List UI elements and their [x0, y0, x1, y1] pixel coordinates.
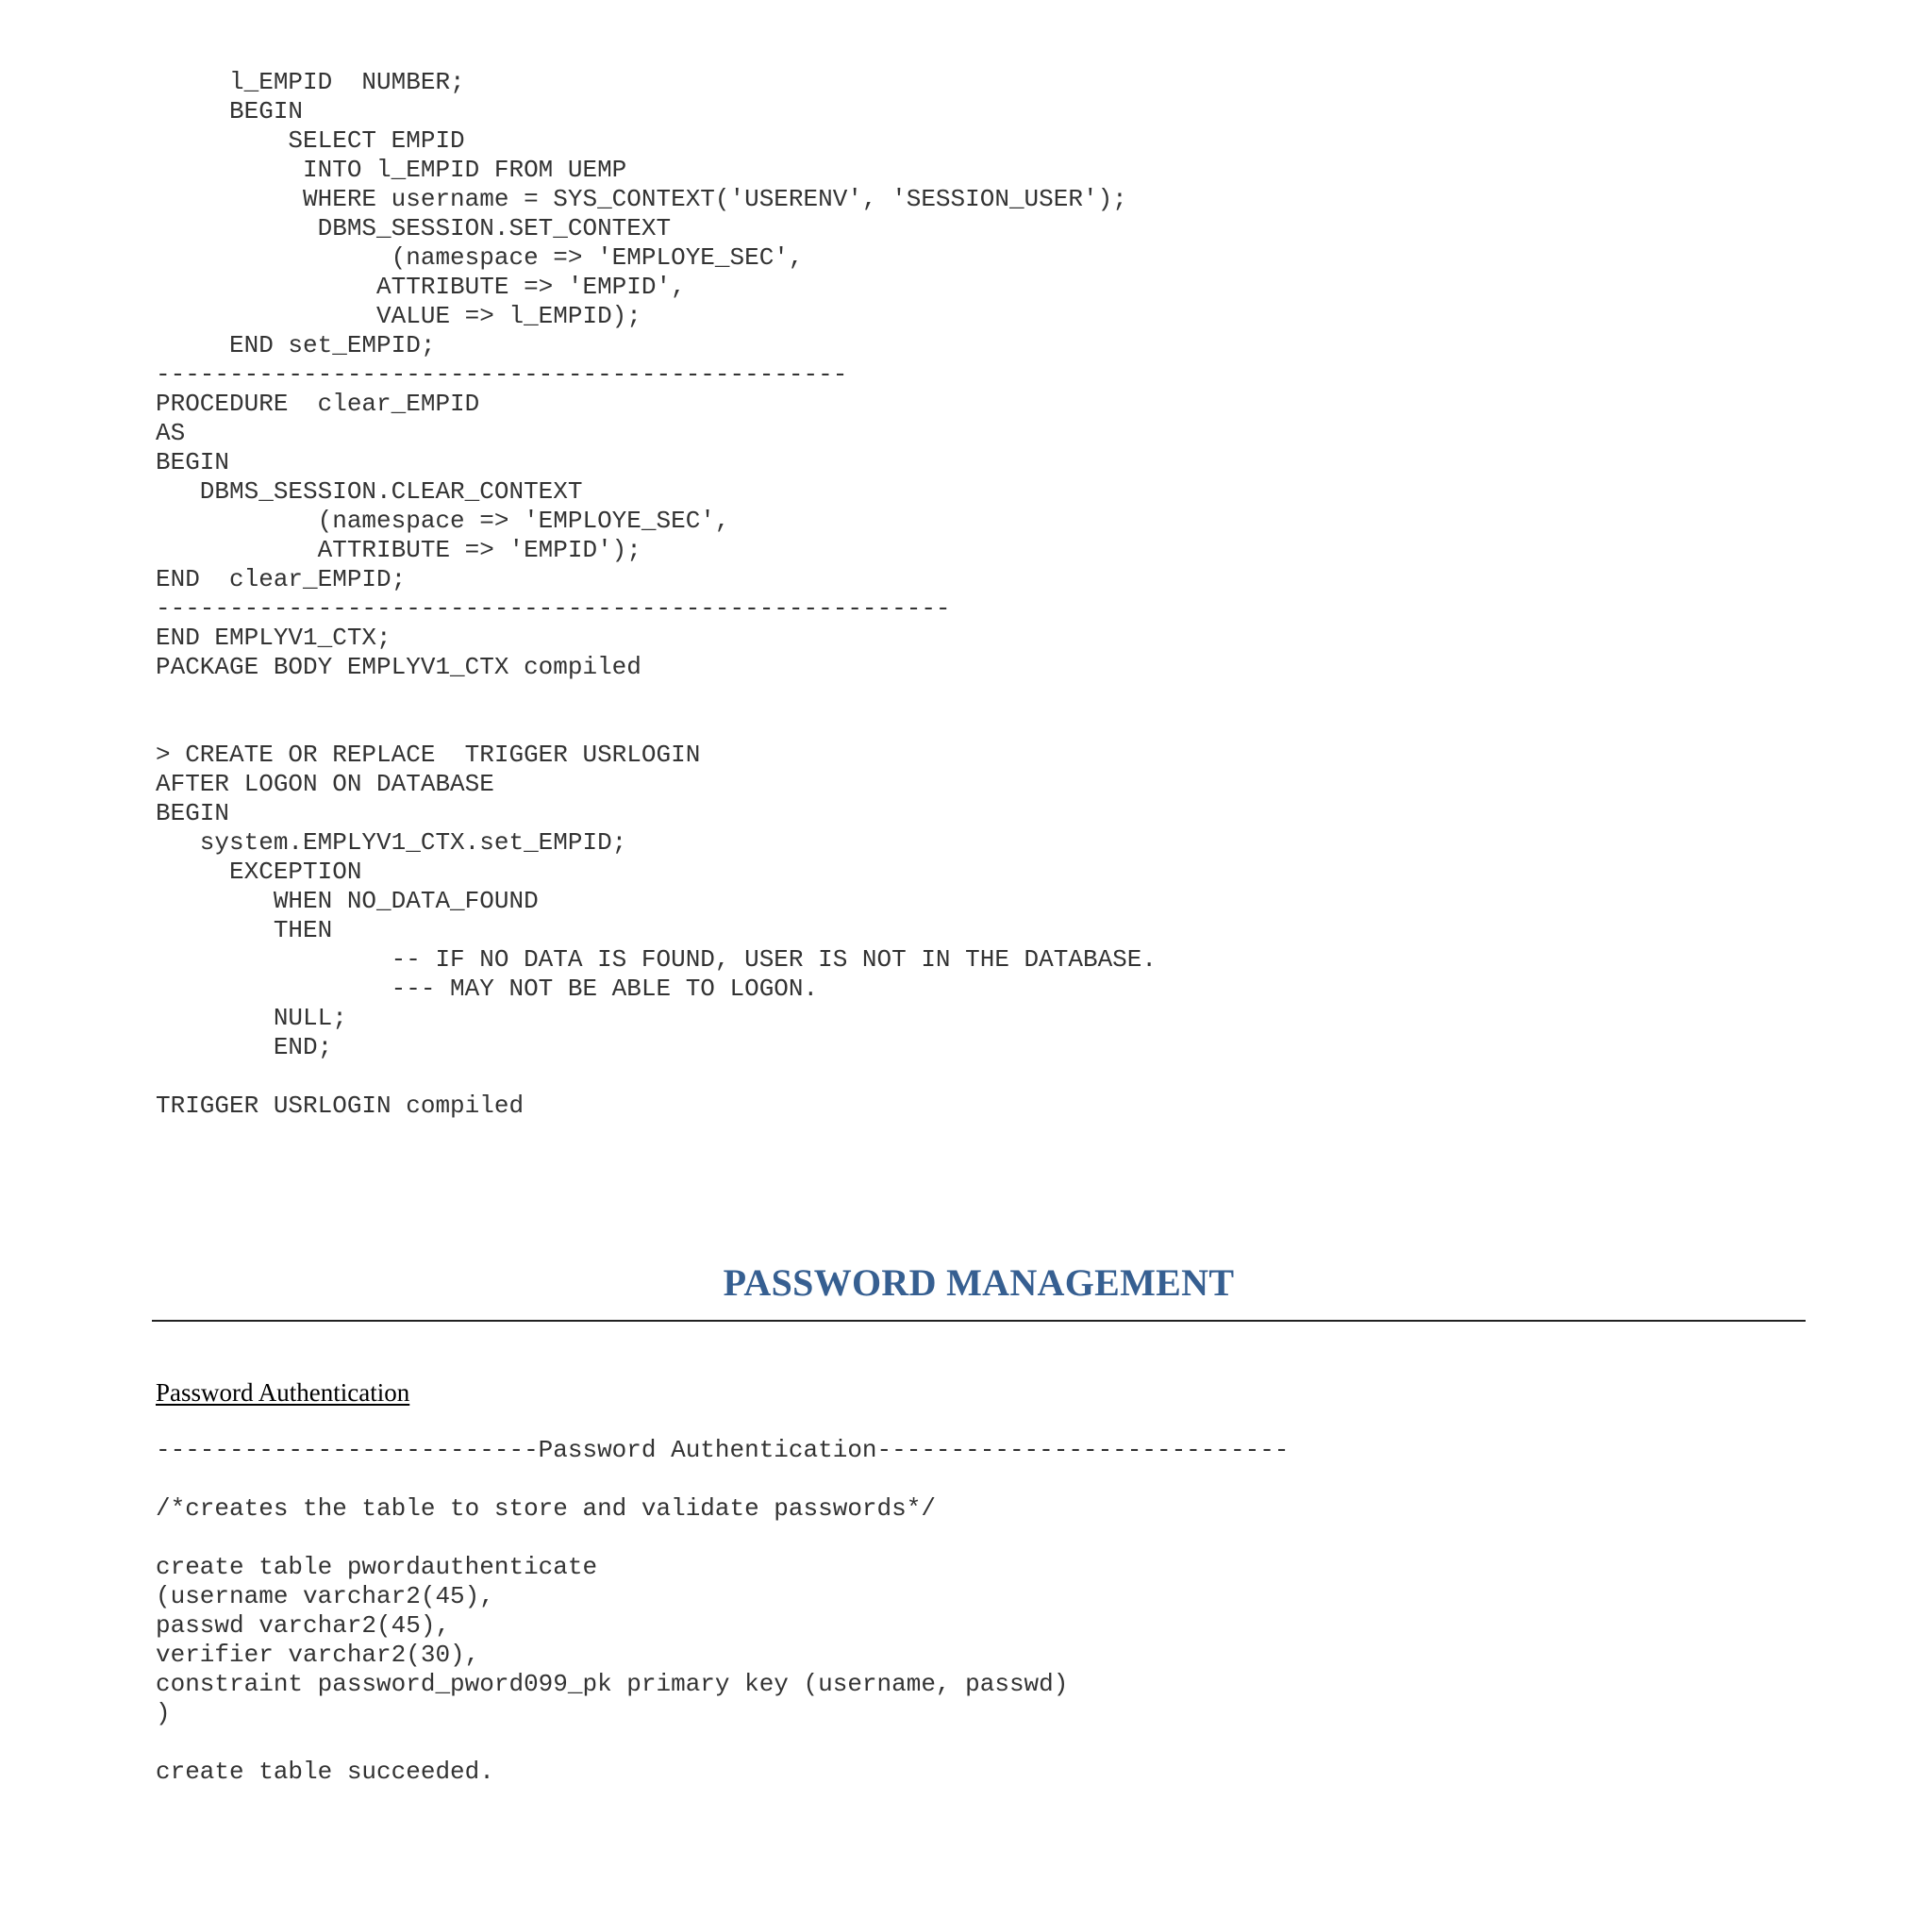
- code-line: PROCEDURE clear_EMPID: [156, 390, 480, 418]
- code-line: PACKAGE BODY EMPLYV1_CTX compiled: [156, 653, 641, 681]
- code-line: NULL;: [156, 1004, 347, 1032]
- code-line: /*creates the table to store and validate passwords*/: [156, 1494, 936, 1523]
- code-line: WHERE username = SYS_CONTEXT('USERENV', 'SESSION_USER');: [156, 185, 1127, 213]
- code-line: [156, 1728, 1289, 1758]
- code-line: BEGIN: [156, 799, 230, 827]
- code-line: END;: [156, 1033, 333, 1061]
- code-line: -- IF NO DATA IS FOUND, USER IS NOT IN THE DATABASE.: [156, 945, 1157, 974]
- section-heading: [152, 1260, 1806, 1305]
- code-line: ATTRIBUTE => 'EMPID',: [156, 273, 686, 301]
- code-line: ------------------------------------------------------: [156, 594, 951, 623]
- code-line: VALUE => l_EMPID);: [156, 302, 641, 330]
- section-title: PASSWORD MANAGEMENT: [723, 1261, 1235, 1304]
- code-line: [156, 1524, 1289, 1553]
- code-block-package-and-trigger: [156, 68, 1157, 1121]
- code-line: -----------------------------------------------: [156, 360, 848, 389]
- code-line: [156, 1062, 1157, 1092]
- code-line: (namespace => 'EMPLOYE_SEC',: [156, 507, 730, 535]
- code-line: END EMPLYV1_CTX;: [156, 624, 391, 652]
- code-line: --- MAY NOT BE ABLE TO LOGON.: [156, 975, 819, 1003]
- code-line: --------------------------Password Authentication----------------------------: [156, 1436, 1290, 1464]
- code-line: [156, 682, 1157, 711]
- code-line: AFTER LOGON ON DATABASE: [156, 770, 494, 798]
- code-line: create table pwordauthenticate: [156, 1553, 598, 1581]
- code-line: AS: [156, 419, 186, 447]
- code-line: THEN: [156, 916, 333, 944]
- heading-divider: [152, 1320, 1806, 1322]
- code-line: l_EMPID NUMBER;: [156, 68, 465, 96]
- code-line: ATTRIBUTE => 'EMPID');: [156, 536, 641, 564]
- code-line: (username varchar2(45),: [156, 1582, 494, 1610]
- subheading-password-authentication: Password Authentication: [156, 1378, 410, 1407]
- code-line: passwd varchar2(45),: [156, 1611, 451, 1640]
- code-line: END set_EMPID;: [156, 331, 436, 359]
- code-line: TRIGGER USRLOGIN compiled: [156, 1092, 525, 1120]
- code-line: INTO l_EMPID FROM UEMP: [156, 156, 627, 184]
- code-line: system.EMPLYV1_CTX.set_EMPID;: [156, 828, 627, 857]
- code-line: (namespace => 'EMPLOYE_SEC',: [156, 243, 804, 272]
- code-block-password-table: [156, 1436, 1289, 1787]
- code-line: DBMS_SESSION.SET_CONTEXT: [156, 214, 672, 242]
- code-line: END clear_EMPID;: [156, 565, 407, 593]
- code-line: WHEN NO_DATA_FOUND: [156, 887, 539, 915]
- code-line: BEGIN: [156, 448, 230, 476]
- code-line: BEGIN: [156, 97, 304, 125]
- code-line: ): [156, 1699, 171, 1727]
- code-line: constraint password_pword099_pk primary key (username, passwd): [156, 1670, 1069, 1698]
- code-line: DBMS_SESSION.CLEAR_CONTEXT: [156, 477, 583, 506]
- code-line: create table succeeded.: [156, 1758, 494, 1786]
- code-line: > CREATE OR REPLACE TRIGGER USRLOGIN: [156, 741, 701, 769]
- code-line: [156, 711, 1157, 741]
- code-line: verifier varchar2(30),: [156, 1641, 480, 1669]
- code-line: EXCEPTION: [156, 858, 362, 886]
- code-line: [156, 1465, 1289, 1494]
- code-line: SELECT EMPID: [156, 126, 465, 155]
